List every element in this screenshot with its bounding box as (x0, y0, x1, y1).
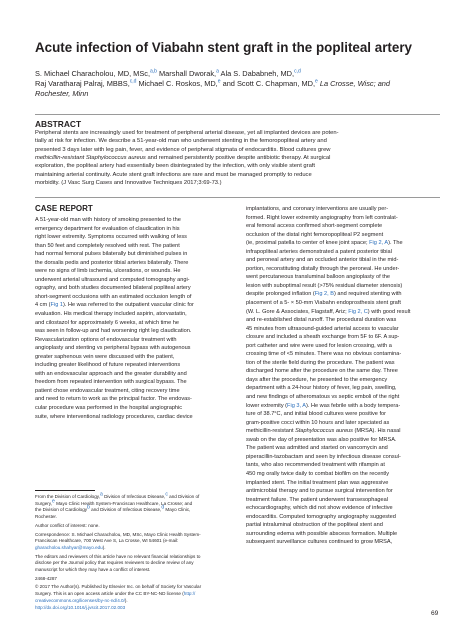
text-line: right lower extremity. Symptoms occurred with walking of less (35, 234, 187, 241)
abstract-heading: ABSTRACT (35, 119, 82, 129)
text-line: went percutaneous transluminal balloon angioplasty of the (246, 274, 390, 281)
text-line: methicillin-resistant Staphylococcus aureus and remained persistently positive despite antibiotic therapy. At surgical (35, 155, 331, 162)
text-line: emergency department for evaluation of claudication in his (35, 225, 180, 232)
text-line: implantations, and coronary interventions are usually per- (246, 206, 389, 212)
footnote-block (35, 532, 239, 552)
text-line: infrapopliteal arteries demonstrated a patent posterior tibial (246, 248, 392, 255)
text-line: The patient was admitted and started on vancomycin and (246, 445, 388, 452)
article-title: Acute infection of Viabahn stent graft in the popliteal artery (35, 40, 412, 55)
text-line: cular procedure was performed in the hospital angiographic (35, 405, 183, 412)
text-line: lesion with suboptimal result (>75% residual diameter stenosis) (246, 282, 403, 289)
text-line: ography, and both studies documented bilateral popliteal artery (35, 285, 191, 292)
text-line: department with a 24-hour history of fever, leg pain, swelling, (246, 385, 397, 392)
text-line: tially at risk for infection. We describe a 51-year-old man who underwent stenting in the femoropopliteal artery and (35, 138, 327, 145)
footnote-line: From the Division of Cardiology,$^a$ Division of Infectious Disease,$^c$ and Division of (35, 491, 200, 499)
text-line: swab on the day of presentation was also positive for MRSA. (246, 436, 397, 443)
text-line: tion of the sterile field during the procedure. The patient was (246, 359, 395, 366)
text-line: were no signs of limb ischemia, ulcerations, or wounds. He (35, 268, 181, 275)
text-line: antimicrobial therapy and to pursue surgical intervention for (246, 488, 393, 495)
affiliation-mark: b (87, 504, 90, 511)
case-report-text-left (35, 216, 239, 421)
text-line: endocarditis. Computed tomography angiography suggested (246, 513, 396, 520)
text-line: freedom from repeated intervention with surgical bypass. The (35, 379, 187, 386)
footnote-line: Rochester. (35, 514, 57, 520)
text-line: the dorsalis pedis and posterior tibial arteries bilaterally. There (35, 259, 189, 266)
footnote-line: the Division of Cardiology$^b$ and Division of Infectious Disease,$^d$ Mayo Clinic, (35, 504, 191, 513)
link[interactable]: Fig 2, C (348, 308, 368, 315)
text-line: and peroneal artery and an occluded anterior tibial in the mid- (246, 257, 399, 264)
text-line: short-segment occlusions with an estimated occlusion length of (35, 293, 192, 300)
page-number: 69 (431, 610, 439, 617)
link[interactable]: http:// (183, 591, 196, 597)
author-list (35, 69, 445, 100)
author-name: Marshall Dworak, (156, 69, 217, 78)
case-report-text-right (246, 205, 450, 547)
text-line: patient chose endovascular treatment, citing recovery time (35, 387, 180, 394)
text-line: implanted stent. The initial treatment plan was aggressive (246, 479, 389, 486)
footnotes (35, 491, 239, 611)
text-line: angioplasty and stenting vs peripheral bypass with autogenous (35, 345, 191, 352)
footnote-line: The editors and reviewers of this article have no relevant financial relationships to (35, 553, 201, 559)
affiliation-mark: a,b (150, 68, 157, 75)
text-line: with an endovascular approach and the greater durability and (35, 370, 187, 377)
text-line: surrounding edema with possible abscess formation. Multiple (246, 530, 398, 537)
affiliation-mark: a (216, 68, 219, 75)
footnote-block (35, 523, 239, 530)
text-line: and cilostazol for approximately 6 weeks, at which time he (35, 319, 179, 326)
text-line: 4 cm (Fig 1). He was referred to the outpatient vascular clinic for (35, 302, 194, 309)
text-line: lower extremity (Fig 3, A). He was febrile with a body tempera- (246, 402, 401, 409)
link[interactable]: Fig 1 (50, 302, 63, 309)
author-name: S. Michael Characholou, MD, MSc, (35, 69, 151, 78)
text-line: exploration, the popliteal artery had essentially been disintegrated by the infection, with only visible stent graft (35, 163, 316, 170)
link[interactable]: creativecommons.org/licenses/by-nc-nd/4.0/ (35, 597, 125, 603)
text-line: methicillin-resistant Staphylococcus aureus (MRSA). His nasal (246, 428, 401, 435)
text-line: discharged home after the procedure on the same day. Three (246, 368, 398, 375)
link[interactable]: Fig 2, A (369, 240, 389, 247)
footnote-line: Franciscan Healthcare, 700 West Ave S, La Crosse, WI 54601 (e-mail: (35, 538, 179, 544)
text-line: and need to return to work as the principal factor. The endovas- (35, 396, 192, 403)
author-location: Rochester, Minn (35, 89, 89, 99)
text-line: days after the procedure, he presented to the emergency (246, 376, 388, 383)
footnote-line: © 2017 The Author(s). Published by Elsevier Inc. on behalf of Society for Vascular (35, 584, 202, 590)
text-line: 450 mg orally twice daily to combat biofilm on the recently (246, 470, 390, 477)
author-name: Ala S. Dababneh, MD, (218, 69, 295, 78)
text-line: formed. Right lower extremity angiography from left contralat- (246, 214, 398, 221)
footnote-line: disclose per the Journal policy that requires reviewers to decline review of any (35, 560, 194, 566)
affiliation-mark: c,d (294, 68, 301, 75)
text-line: than 50 feet and completely resolved with rest. The patient (35, 242, 180, 249)
top-divider (35, 114, 440, 115)
text-line: partial intraluminal obstruction of the popliteal stent and (246, 522, 383, 529)
text-line: gram-positive cocci within 10 hours and later speciated as (246, 419, 390, 426)
text-line: including greater likelihood of future repeated interventions (35, 362, 181, 369)
text-line: Revascularization options of endovascular treatment with (35, 336, 177, 343)
footnote-line: Surgery,$^e$ Mayo Clinic Health System-Franciscan Healthcare, La Crosse; and (35, 498, 193, 506)
right-column (246, 205, 450, 547)
text-line: presented 3 days later with leg pain, fever, and evidence of peripheral stigmata of endocarditis. Blood cultures grew (35, 146, 331, 153)
affiliation-mark: e (315, 78, 318, 85)
author-name: Raj Varatharaj Palraj, MBBS, (35, 79, 130, 89)
footnote-line: gharacholou.shahyar@mayo.edu). (35, 544, 106, 550)
affiliation-mark: e (52, 498, 55, 505)
link[interactable]: Fig 3, A (287, 402, 306, 409)
footnote-divider (35, 490, 95, 491)
text-line: crossing time of <5 minutes. There was no obvious contamina- (246, 351, 402, 358)
footnote-line: manuscript for which they may have a conflict of interest. (35, 567, 151, 573)
text-line: was seen in follow-up and had worsening right leg claudication. (35, 328, 192, 335)
author-line-2 (35, 79, 445, 89)
footnote-block (35, 554, 239, 574)
link[interactable]: Fig 2, B (314, 291, 335, 298)
text-line: placement of a 5- × 50-mm Viabahn endoprosthesis stent graft (246, 300, 401, 307)
text-line: tants, who also recommended treatment with rifampin at (246, 462, 385, 469)
text-line: closure and included a sheath exchange from 5F to 6F. A sup- (246, 334, 400, 341)
text-line: greater saphenous vein were discussed with the patient, (35, 353, 175, 360)
text-line: eral femoral access confirmed short-segment complete (246, 223, 383, 230)
text-line: maintaining arterial continuity. Acute stent graft infections are rare and must be managed promptly to reduce (35, 171, 312, 178)
affiliation-mark: d (161, 504, 165, 511)
text-line: (W. L. Gore & Associates, Flagstaff, Ariz; Fig 2, C) with good result (246, 308, 411, 315)
affiliation-mark: c (165, 491, 168, 498)
text-line: occlusion of the distal right femoropopliteal P2 segment (246, 231, 384, 238)
case-report-heading: CASE REPORT (35, 204, 93, 213)
text-line: Peripheral stents are increasingly used for treatment of peripheral arterial disease, yet all implanted devices are poten- (35, 130, 339, 136)
text-line: suite, where interventional radiology procedures, cardiac device (35, 413, 193, 420)
link[interactable]: http://dx.doi.org/10.1016/j.jvscit.2017.02.003 (35, 604, 126, 610)
affiliation-mark: e (217, 78, 221, 85)
text-line: ture of 38.7°C, and initial blood cultures were positive for (246, 411, 386, 418)
abstract-divider (35, 197, 440, 198)
text-line: piperacillin-tazobactam and seen by infectious disease consul- (246, 453, 401, 460)
italic-text: methicillin-resistant Staphylococcus aureus (35, 155, 146, 162)
text-line: treatment failure. The patient underwent transesophageal (246, 496, 389, 503)
text-line: and re-established distal runoff. The procedural duration was (246, 317, 397, 324)
footnote-line (35, 605, 239, 612)
author-name: Michael C. Roskos, MD, (136, 79, 218, 89)
author-location: La Crosse, Wisc; and (317, 79, 391, 89)
text-line: echocardiography, which did not show evidence of infective (246, 505, 393, 512)
footnote-line: Correspondence: S. Michael Characholou, MD, MSc, Mayo Clinic Health System- (35, 531, 201, 537)
text-line: had normal femoral pulses bilaterally but diminished pulses in (35, 251, 188, 258)
text-line: and new findings of atheromatous vs septic emboli of the right (246, 394, 400, 401)
left-column (35, 203, 239, 421)
footnote-block (35, 576, 239, 583)
footnote-block (35, 584, 239, 611)
text-line: A 51-year-old man with history of smoking presented to the (35, 217, 181, 223)
author-line-3 (35, 89, 445, 99)
text-line: subsequent surveillance cultures continued to grow MRSA, (246, 539, 393, 546)
text-line: evaluation. His medical therapy included aspirin, atorvastatin, (35, 311, 187, 318)
text-line: underwent arterial ultrasound and computed tomography angi- (35, 276, 190, 283)
text-line: despite prolonged inflation (Fig 2, B) and required stenting with (246, 291, 402, 298)
text-line: port catheter and wire were used for lesion crossing, with a (246, 342, 392, 349)
text-line: portion, reconstituting distally through the peroneal. He under- (246, 265, 400, 272)
link[interactable]: gharacholou.shahyar@mayo.edu (35, 544, 103, 550)
footnote-line: Author conflict of interest: none. (35, 522, 100, 528)
affiliation-mark: a (100, 491, 103, 498)
italic-text: Staphylococcus aureus (295, 428, 353, 435)
text-line: morbidity. (J Vasc Surg Cases and Innovative Techniques 2017;3:69-73.) (35, 180, 222, 187)
footnote-line: creativecommons.org/licenses/by-nc-nd/4.0/). (35, 597, 128, 603)
text-line: (ie, proximal patella to center of knee joint space; Fig 2, A). The (246, 240, 403, 247)
author-line-1 (35, 69, 445, 79)
text-line: 45 minutes from ultrasound-guided arterial access to vascular (246, 325, 399, 332)
author-name: and Scott C. Chapman, MD, (220, 79, 316, 89)
footnote-block (35, 491, 239, 521)
footnote-line: Surgery. This is an open access article under the CC BY-NC-ND license (http:// (35, 591, 196, 597)
abstract-body (35, 129, 445, 187)
footnote-line: 2468-4287 (35, 575, 57, 581)
affiliation-mark: c,d (129, 78, 137, 85)
